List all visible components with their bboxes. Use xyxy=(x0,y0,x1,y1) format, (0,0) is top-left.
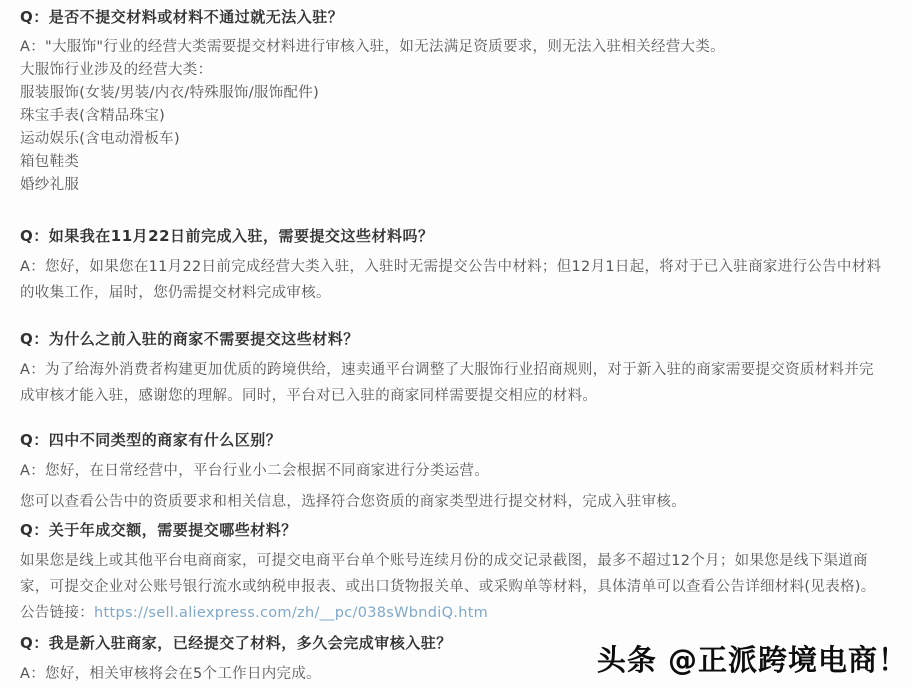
faq-question: Q：我是新入驻商家，已经提交了材料，多久会完成审核入驻？ xyxy=(20,634,452,652)
faq-question: Q：为什么之前入驻的商家不需要提交这些材料？ xyxy=(20,330,359,348)
faq-answer-line: 您可以查看公告中的资质要求和相关信息，选择符合您资质的商家类型进行提交材料，完成入驻审核。 xyxy=(20,494,686,510)
faq-category-line: 婚纱礼服 xyxy=(20,177,80,193)
faq-answer-line: A："大服饰"行业的经营大类需要提交材料进行审核入驻，如无法满足资质要求，则无法入驻相关经营大类。 xyxy=(20,39,725,55)
faq-item-3 xyxy=(20,330,888,409)
faq-category-line: 运动娱乐(含电动滑板车) xyxy=(20,131,180,147)
faq-item-2 xyxy=(20,227,888,306)
faq-answer-line: A：您好，相关审核将会在5个工作日内完成。 xyxy=(20,666,321,682)
faq-item-5 xyxy=(20,521,888,626)
faq-item-1 xyxy=(20,8,888,197)
faq-answer-line: A：您好，如果您在11月22日前完成经营大类入驻，入驻时无需提交公告中材料；但12月1日起，将对于已入驻商家进行公告中材料的收集工作，届时，您仍需提交材料完成审核。 xyxy=(20,259,882,301)
faq-answer-line: 如果您是线上或其他平台电商商家，可提交电商平台单个账号连续月份的成交记录截图，最多不超过12个月；如果您是线下渠道商家，可提交企业对公账号银行流水或纳税申报表、或出口货物报关单、或采购单等材料，具体清单可以查看公告详细材料(见表格)。 xyxy=(20,553,876,595)
faq-answer-line: A：为了给海外消费者构建更加优质的跨境供给，速卖通平台调整了大服饰行业招商规则，对于新入驻的商家需要提交资质材料并完成审核才能入驻，感谢您的理解。同时，平台对已入驻的商家同样需要提交相应的材料。 xyxy=(20,362,874,404)
faq-answer-line: A：您好，在日常经营中，平台行业小二会根据不同商家进行分类运营。 xyxy=(20,463,490,479)
faq-category-line: 珠宝手表(含精品珠宝) xyxy=(20,108,166,124)
announcement-link-label: 公告链接： xyxy=(20,605,94,621)
faq-category-line: 箱包鞋类 xyxy=(20,154,80,170)
faq-answer-line: 大服饰行业涉及的经营大类： xyxy=(20,62,213,78)
faq-question: Q：是否不提交材料或材料不通过就无法入驻？ xyxy=(20,8,344,26)
watermark: 头条 @正派跨境电商！ xyxy=(596,643,908,677)
faq-category-line: 服装服饰(女装/男装/内衣/特殊服饰/服饰配件) xyxy=(20,85,320,101)
faq-question: Q：四中不同类型的商家有什么区别？ xyxy=(20,431,282,449)
announcement-link-line xyxy=(20,600,888,626)
faq-item-4 xyxy=(20,431,888,515)
faq-question: Q：如果我在11月22日前完成入驻，需要提交这些材料吗？ xyxy=(20,227,434,245)
faq-question: Q：关于年成交额，需要提交哪些材料？ xyxy=(20,521,297,539)
announcement-link[interactable]: https://sell.aliexpress.com/zh/__pc/038sWbndiQ.htm xyxy=(94,605,489,621)
